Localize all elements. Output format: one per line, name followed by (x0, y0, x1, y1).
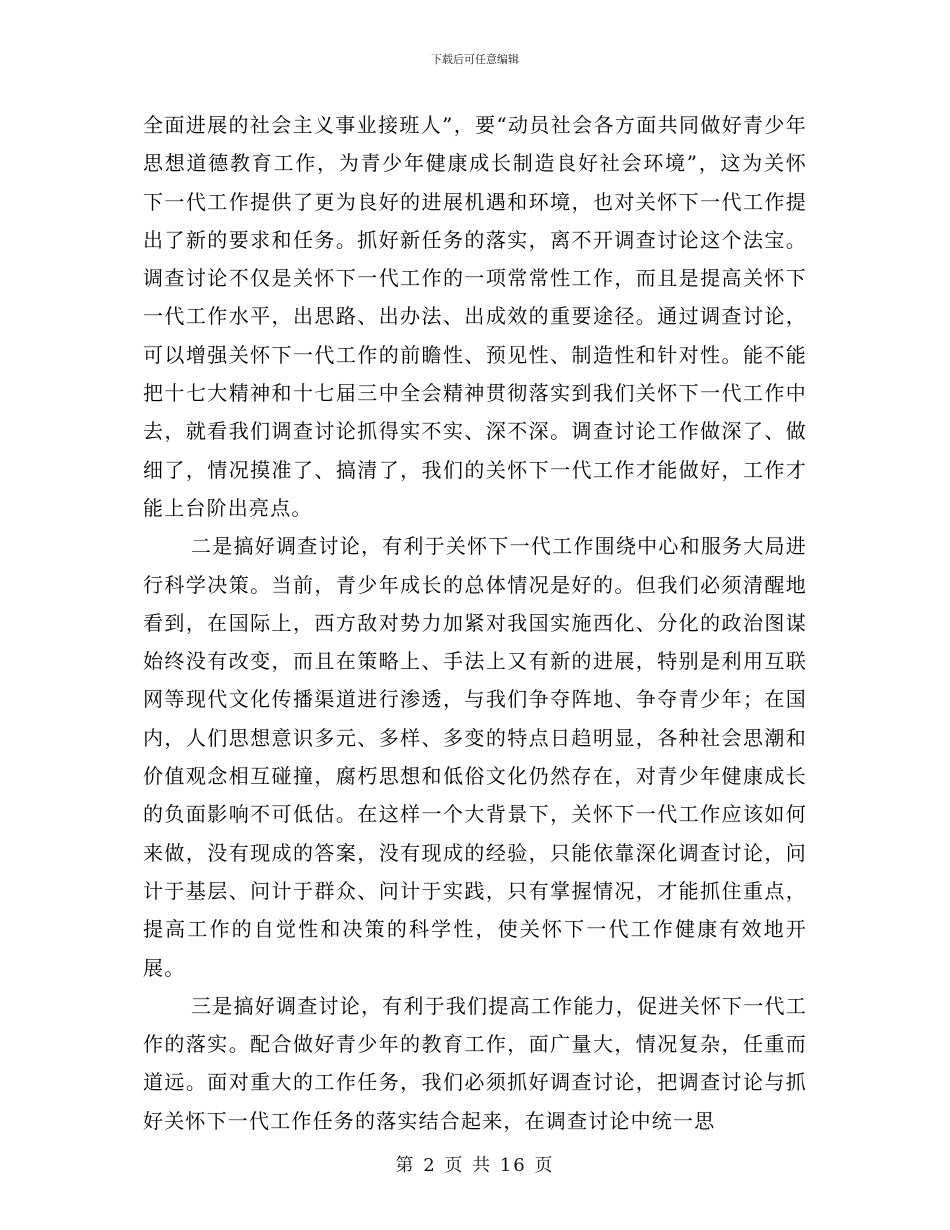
page-header-note: 下载后可任意编辑 (431, 53, 519, 66)
paragraph-continued: 全面进展的社会主义事业接班人”，要“动员社会各方面共同做好青少年思想道德教育工作，为青少年健康成长制造良好社会环境”，这为关怀下一代工作提供了更为良好的进展机遇和环境，也对关怀下一代工作提出了新的要求和任务。抓好新任务的落实，离不开调查讨论这个法宝。调查讨论不仅是关怀下一代工作的一项常常性工作，而且是提高关怀下一代工作水平，出思路、出办法、出成效的重要途径。通过调查讨论，可以增强关怀下一代工作的前瞻性、预见性、制造性和针对性。能不能把十七大精神和十七届三中全会精神贯彻落实到我们关怀下一代工作中去，就看我们调查讨论抓得实不实、深不深。调查讨论工作做深了、做细了，情况摸准了、搞清了，我们的关怀下一代工作才能做好，工作才能上台阶出亮点。 (143, 113, 807, 520)
page-number: 第 2 页 共 16 页 (395, 1155, 555, 1176)
document-body (143, 106, 807, 1140)
paragraph-point-two: 二是搞好调查讨论，有利于关怀下一代工作围绕中心和服务大局进行科学决策。当前，青少年成长的总体情况是好的。但我们必须清醒地看到，在国际上，西方敌对势力加紧对我国实施西化、分化的政治图谋始终没有改变，而且在策略上、手法上又有新的进展，特别是利用互联网等现代文化传播渠道进行渗透，与我们争夺阵地、争夺青少年；在国内，人们思想意识多元、多样、多变的特点日趋明显，各种社会思潮和价值观念相互碰撞，腐朽思想和低俗文化仍然存在，对青少年健康成长的负面影响不可低估。在这样一个大背景下，关怀下一代工作应该如何来做，没有现成的答案，没有现成的经验，只能依靠深化调查讨论，问计于基层、问计于群众、问计于实践，只有掌握情况，才能抓住重点，提高工作的自觉性和决策的科学性，使关怀下一代工作健康有效地开展。 (143, 534, 807, 980)
paragraph-point-three: 三是搞好调查讨论，有利于我们提高工作能力，促进关怀下一代工作的落实。配合做好青少年的教育工作，面广量大，情况复杂，任重而道远。面对重大的工作任务，我们必须抓好调查讨论，把调查讨论与抓好关怀下一代工作任务的落实结合起来，在调查讨论中统一思 (143, 993, 807, 1133)
